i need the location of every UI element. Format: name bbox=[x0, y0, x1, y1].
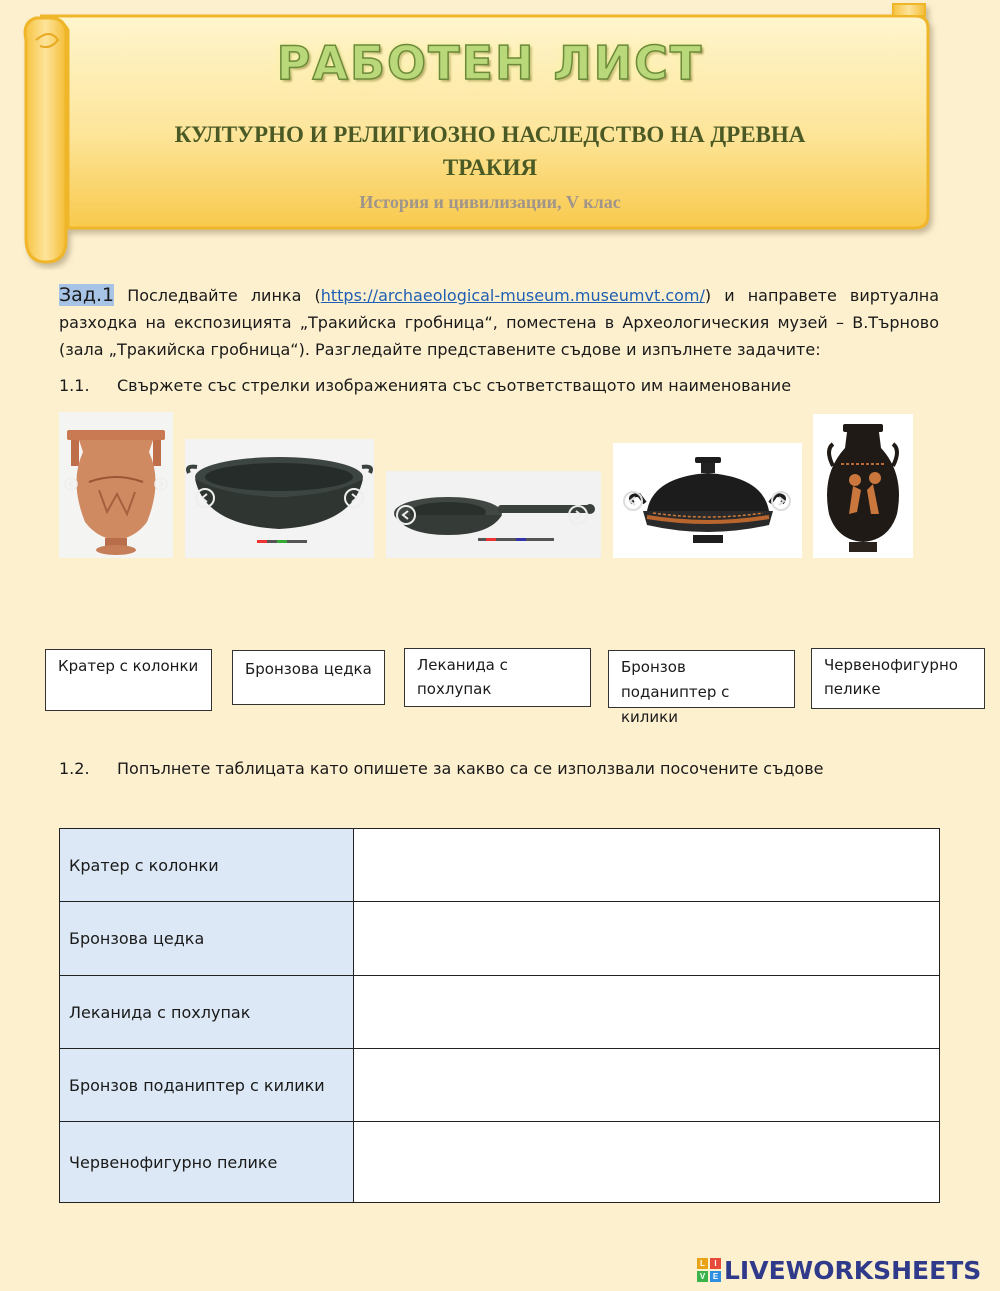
lekanis-photo[interactable] bbox=[613, 443, 802, 558]
vessel-name-cell: Бронзов поданиптер с килики bbox=[60, 1049, 354, 1122]
subtask-1-1-text: Свържете със стрелки изображенията със съответстващото им наименование bbox=[117, 376, 792, 395]
logo-letter: E bbox=[710, 1271, 721, 1282]
bronze-bowl-photo[interactable] bbox=[185, 439, 374, 558]
subtask-1-2 bbox=[59, 759, 824, 778]
logo-letter: L bbox=[697, 1258, 708, 1269]
grade-subtitle: История и цивилизации, V клас bbox=[359, 192, 621, 212]
label-box-1[interactable]: Кратер с колонки bbox=[45, 649, 212, 711]
worksheet-subtitle bbox=[120, 118, 860, 184]
task-text-after-link: ) и направете виртуална разходка на експозицията „Тракийска гробница“, поместена в Археологическия музей – В.Търново (зала „Тракийска гробница“). Разгледайте представените съдове и изпълнете задачите: bbox=[59, 286, 939, 359]
subtask-1-2-text: Попълнете таблицата като опишете за какво са се използвали посочените съдове bbox=[117, 759, 824, 778]
answer-cell[interactable] bbox=[354, 976, 940, 1049]
logo-letter: V bbox=[697, 1271, 708, 1282]
table-row bbox=[60, 902, 940, 976]
vessel-usage-table bbox=[59, 828, 940, 1203]
table-row bbox=[60, 976, 940, 1049]
bronze-bowl-image bbox=[185, 439, 374, 558]
logo-text: LIVEWORKSHEETS bbox=[724, 1255, 982, 1285]
lekanis-image bbox=[613, 443, 802, 558]
label-box-5[interactable]: Червенофигурно пелике bbox=[811, 648, 985, 709]
krater-photo[interactable] bbox=[59, 412, 173, 558]
subtitle-line-1: КУЛТУРНО И РЕЛИГИОЗНО НАСЛЕДСТВО НА ДРЕВНА bbox=[174, 122, 806, 147]
answer-cell[interactable] bbox=[354, 829, 940, 902]
answer-cell[interactable] bbox=[354, 902, 940, 976]
subtitle-line-2: ТРАКИЯ bbox=[442, 155, 538, 180]
label-box-3[interactable]: Леканида с похлупак bbox=[404, 648, 591, 707]
logo-letter: I bbox=[710, 1258, 721, 1269]
patera-photo[interactable] bbox=[386, 471, 601, 558]
logo-mark-icon bbox=[697, 1258, 721, 1282]
label-box-2[interactable]: Бронзова цедка bbox=[232, 650, 385, 705]
vessel-name-cell: Бронзова цедка bbox=[60, 902, 354, 976]
label-box-4[interactable]: Бронзов поданиптер с килики bbox=[608, 650, 795, 708]
vessel-name-cell: Червенофигурно пелике bbox=[60, 1122, 354, 1203]
table-row bbox=[60, 1049, 940, 1122]
subtask-1-2-number: 1.2. bbox=[59, 759, 90, 778]
task-text-before-link: Последвайте линка ( bbox=[114, 286, 321, 305]
table-row bbox=[60, 1122, 940, 1203]
table-row bbox=[60, 829, 940, 902]
pelike-image bbox=[813, 414, 913, 558]
pelike-photo[interactable] bbox=[813, 414, 913, 558]
liveworksheets-logo[interactable] bbox=[697, 1255, 981, 1285]
answer-cell[interactable] bbox=[354, 1122, 940, 1203]
vessel-name-cell: Кратер с колонки bbox=[60, 829, 354, 902]
subtask-1-1-number: 1.1. bbox=[59, 376, 90, 395]
subtask-1-1 bbox=[59, 376, 791, 395]
title-banner bbox=[0, 0, 1000, 270]
task-tag: Зад.1 bbox=[59, 284, 115, 306]
krater-image bbox=[59, 412, 173, 558]
patera-image bbox=[386, 471, 601, 558]
answer-cell[interactable] bbox=[354, 1049, 940, 1122]
vessel-name-cell: Леканида с похлупак bbox=[60, 976, 354, 1049]
worksheet-title: РАБОТЕН ЛИСТ bbox=[276, 36, 704, 90]
museum-link[interactable]: https://archaeological-museum.museumvt.com/ bbox=[320, 286, 705, 305]
task-1-instructions bbox=[59, 282, 939, 363]
